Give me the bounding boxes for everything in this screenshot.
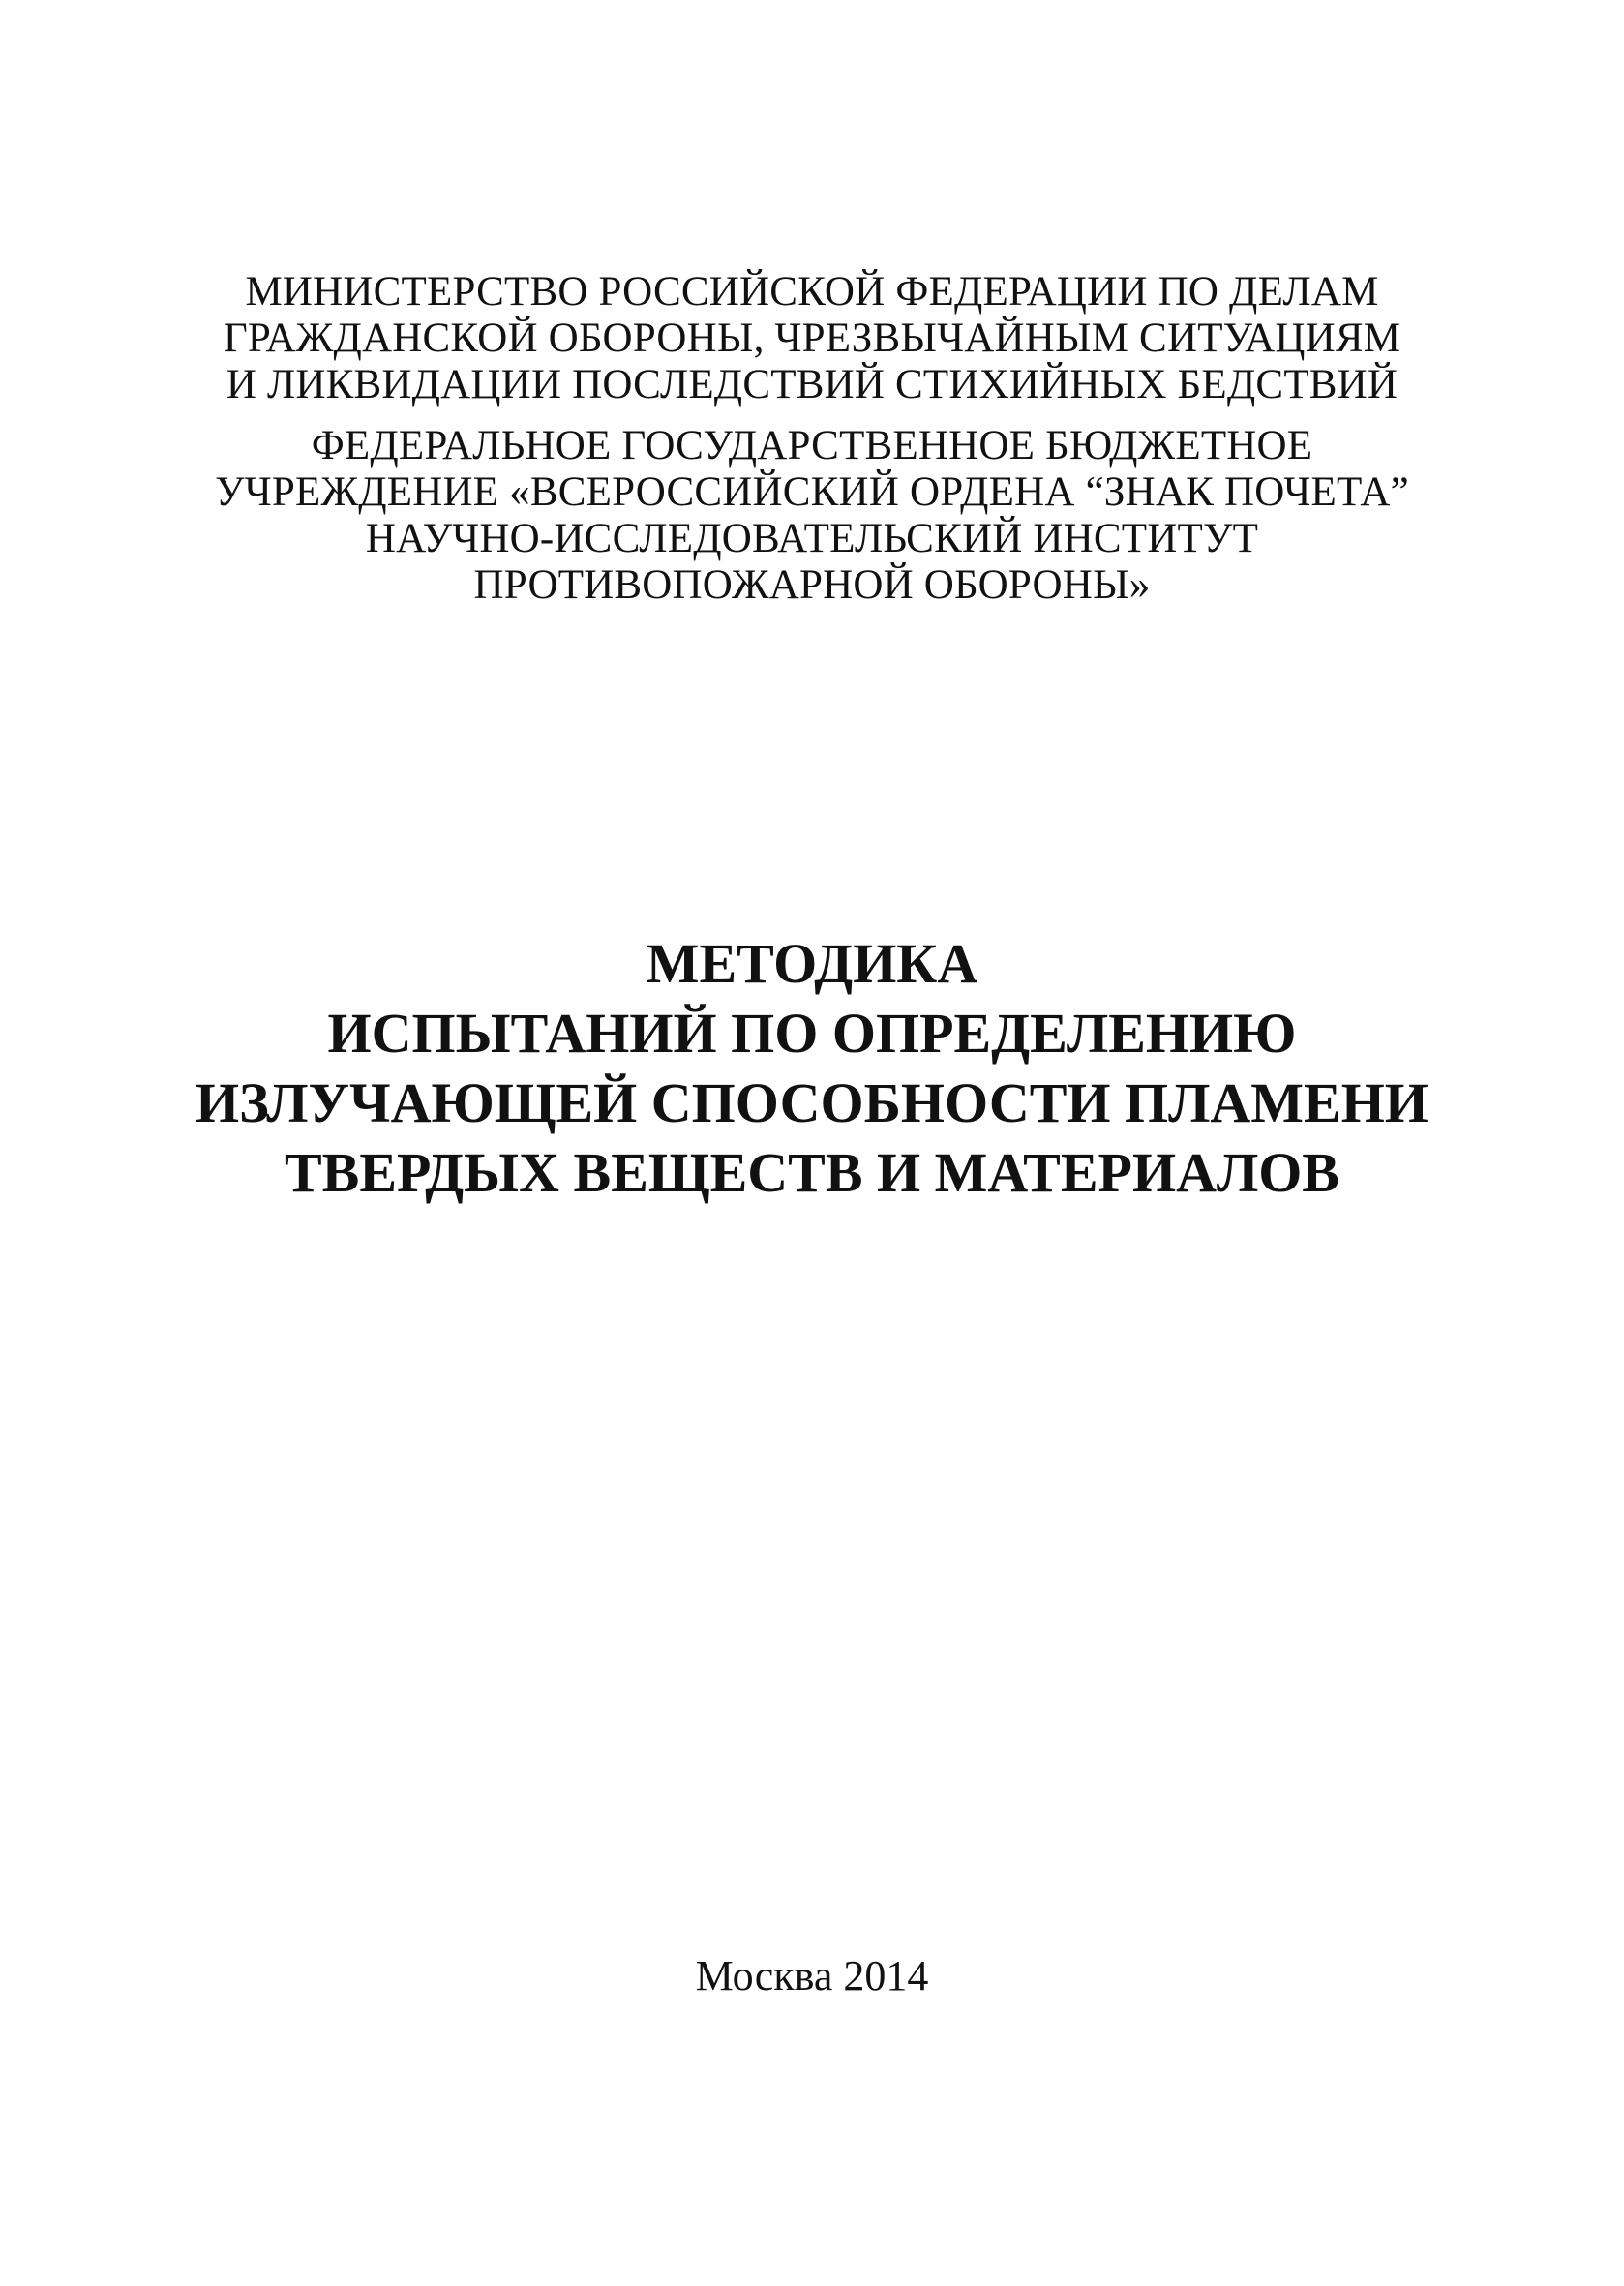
ministry-line: МИНИСТЕРСТВО РОССИЙСКОЙ ФЕДЕРАЦИИ ПО ДЕЛАМ xyxy=(245,269,1379,315)
title-line: ИЗЛУЧАЮЩЕЙ СПОСОБНОСТИ ПЛАМЕНИ xyxy=(195,1071,1429,1134)
institute-line: УЧРЕЖДЕНИЕ «ВСЕРОССИЙСКИЙ ОРДЕНА “ЗНАК ПОЧЕТА” xyxy=(215,469,1409,515)
document-title xyxy=(0,929,1624,1208)
publication-place-year: Москва 2014 xyxy=(695,1952,929,2000)
institute-line: НАУЧНО-ИССЛЕДОВАТЕЛЬСКИЙ ИНСТИТУТ xyxy=(365,516,1259,561)
title-line: ТВЕРДЫХ ВЕЩЕСТВ И МАТЕРИАЛОВ xyxy=(285,1141,1339,1204)
ministry-name xyxy=(0,269,1624,408)
title-line: МЕТОДИКА xyxy=(646,932,978,995)
ministry-line: ГРАЖДАНСКОЙ ОБОРОНЫ, ЧРЕЗВЫЧАЙНЫМ СИТУАЦИЯМ xyxy=(223,316,1401,361)
institute-name xyxy=(0,423,1624,609)
ministry-line: И ЛИКВИДАЦИИ ПОСЛЕДСТВИЙ СТИХИЙНЫХ БЕДСТВИЙ xyxy=(226,362,1398,407)
institute-line: ФЕДЕРАЛЬНОЕ ГОСУДАРСТВЕННОЕ БЮДЖЕТНОЕ xyxy=(311,423,1313,468)
institute-line: ПРОТИВОПОЖАРНОЙ ОБОРОНЫ» xyxy=(473,562,1151,608)
title-line: ИСПЫТАНИЙ ПО ОПРЕДЕЛЕНИЮ xyxy=(327,1002,1297,1065)
